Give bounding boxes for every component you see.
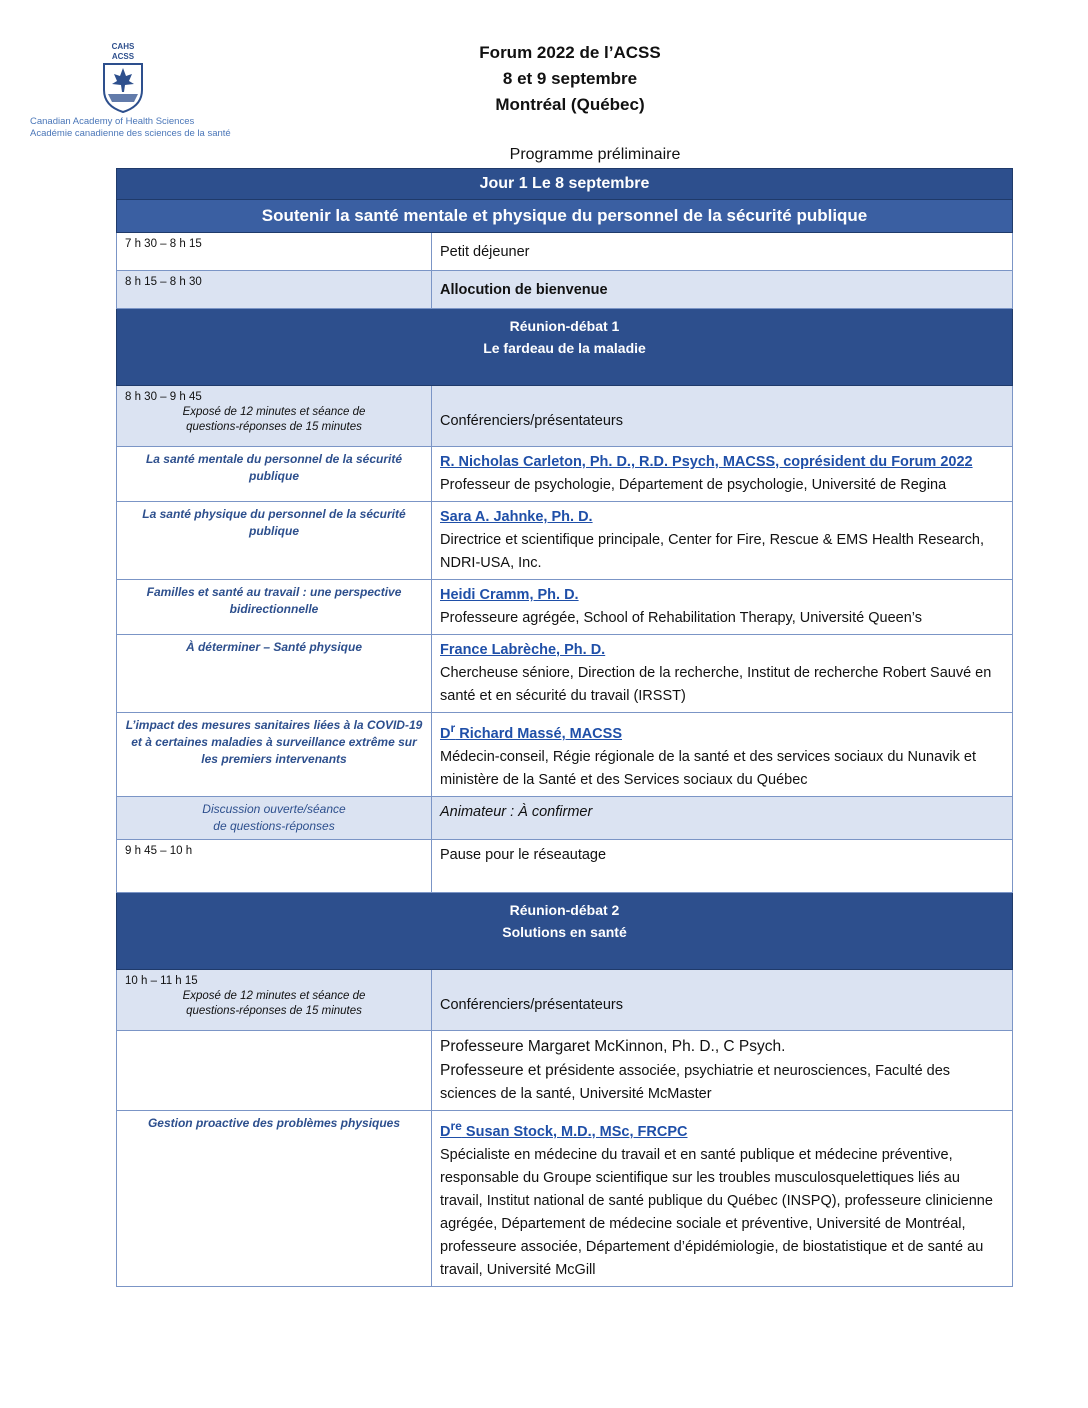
speaker-name: Susan Stock, M.D., MSc, FRCPC [461, 1123, 688, 1140]
talk-topic: Gestion proactive des problèmes physiques [117, 1110, 432, 1286]
talk-topic: L’impact des mesures sanitaires liées à la COVID-19 et à certaines maladies à surveillance extrême sur les premiers intervenants [117, 713, 432, 797]
logo-text-english: Canadian Academy of Health Sciences [30, 116, 195, 127]
speaker-affiliation: Professeure agrégée, School of Rehabilitation Therapy, Université Queen’s [440, 610, 923, 626]
document-header [400, 40, 740, 118]
speaker-affiliation: Spécialiste en médecine du travail et en santé publique et médecine préventive, responsable du Groupe scientifique sur les troubles musculosquelettiques liés au travail, Institut national de santé publique du Québec (INSPQ), professeure clinicienne agrégée, Département de médecine sociale et préventive, Université de Montréal, professeure associée, Département d’épidémiologie, de biostatistique et de santé au travail, Université McGill [440, 1146, 993, 1278]
theme-heading: Soutenir la santé mentale et physique du personnel de la sécurité publique [117, 200, 1013, 233]
speaker-link[interactable]: Heidi Cramm, Ph. D. [440, 587, 579, 603]
session1-time-cell [117, 386, 432, 447]
session2-time-cell [117, 969, 432, 1030]
talk-details [432, 1030, 1013, 1110]
talk-row [117, 447, 1013, 502]
logo-text-french: Académie canadienne des sciences de la santé [30, 128, 231, 139]
discussion-moderator: Animateur : À confirmer [432, 796, 1013, 839]
talk-row [117, 713, 1013, 797]
speaker-title-superscript: r [450, 721, 456, 735]
talk-row [117, 502, 1013, 580]
talk-details [432, 1110, 1013, 1286]
talk-row [117, 580, 1013, 635]
session1-note-line2: questions-réponses de 15 minutes [186, 421, 362, 433]
speaker-link[interactable] [440, 717, 1004, 746]
speaker-title-prefix: D [440, 725, 451, 742]
speaker-affiliation: Directrice et scientifique principale, Center for Fire, Rescue & EMS Health Research, NDRI-USA, Inc. [440, 532, 984, 571]
session1-note-line1: Exposé de 12 minutes et séance de [182, 406, 366, 418]
session2-title: Réunion-débat 2 [509, 901, 620, 918]
program-subtitle: Programme préliminaire [509, 146, 681, 163]
welcome-label: Allocution de bienvenue [432, 271, 1013, 309]
speaker-affiliation [440, 1059, 1004, 1106]
break-row [117, 839, 1013, 892]
speaker-link[interactable]: R. Nicholas Carleton, Ph. D., R.D. Psych, MACSS, coprésident du Forum 2022 [440, 454, 973, 470]
speaker-affiliation: Professeur de psychologie, Département de psychologie, Université de Regina [440, 477, 947, 493]
welcome-row [117, 271, 1013, 309]
session1-title: Réunion-débat 1 [509, 318, 620, 334]
speaker-affiliation: Médecin-conseil, Régie régionale de la santé et des services sociaux du Nunavik et ministère de la Santé et des Services sociaux du Québec [440, 748, 976, 788]
speaker-name: Richard Massé, MACSS [455, 725, 622, 742]
talk-details [432, 447, 1013, 502]
logo-monogram-top: CAHS [111, 42, 135, 51]
talk-details [432, 580, 1013, 635]
talk-details [432, 635, 1013, 713]
speaker-link[interactable]: Sara A. Jahnke, Ph. D. [440, 509, 593, 525]
speaker-affiliation: Chercheuse séniore, Direction de la recherche, Institut de recherche Robert Sauvé en santé et en sécurité du travail (IRSST) [440, 665, 992, 704]
theme-row [117, 200, 1013, 233]
break-time: 9 h 45 – 10 h [117, 839, 432, 892]
welcome-time: 8 h 15 – 8 h 30 [117, 271, 432, 309]
talk-row [117, 1110, 1013, 1286]
session1-time: 8 h 30 – 9 h 45 [125, 391, 202, 403]
talk-details [432, 502, 1013, 580]
talk-row [117, 635, 1013, 713]
speaker-link[interactable] [440, 1115, 1004, 1144]
session1-header-row [117, 386, 1013, 447]
session1-presenters-label: Conférenciers/présentateurs [432, 386, 1013, 447]
speaker-title-prefix: D [440, 1123, 451, 1140]
cahs-shield-logo [100, 40, 146, 114]
header-location: Montréal (Québec) [495, 95, 645, 114]
discussion-topic-line1: Discussion ouverte/séance [202, 801, 346, 816]
logo-monogram-bottom: ACSS [111, 52, 135, 61]
session1-row [117, 309, 1013, 386]
talk-details [432, 713, 1013, 797]
affiliation-lead: Professeure et prés [440, 1061, 576, 1079]
talk-topic [117, 1030, 432, 1110]
session2-time: 10 h – 11 h 15 [125, 974, 198, 987]
breakfast-time: 7 h 30 – 8 h 15 [117, 233, 432, 271]
session2-presenters-label: Conférenciers/présentateurs [432, 969, 1013, 1030]
header-title: Forum 2022 de l’ACSS [479, 43, 661, 62]
discussion-topic-line2: de questions-réponses [213, 818, 335, 833]
header-dates: 8 et 9 septembre [502, 69, 638, 88]
session1-subtitle: Le fardeau de la maladie [483, 340, 646, 356]
break-label: Pause pour le réseautage [432, 839, 1013, 892]
talk-row [117, 1030, 1013, 1110]
talk-topic: Familles et santé au travail : une perspective bidirectionnelle [117, 580, 432, 635]
breakfast-row [117, 233, 1013, 271]
session2-note-line2: questions-réponses de 15 minutes [186, 1004, 362, 1017]
speaker-link[interactable]: France Labrèche, Ph. D. [440, 642, 606, 658]
talk-topic: La santé physique du personnel de la sécurité publique [117, 502, 432, 580]
session2-note-line1: Exposé de 12 minutes et séance de [182, 989, 366, 1002]
talk-topic: À déterminer – Santé physique [117, 635, 432, 713]
speaker-name: Professeure Margaret McKinnon, Ph. D., C Psych. [440, 1037, 786, 1055]
session2-subtitle: Solutions en santé [502, 923, 627, 940]
talk-topic: La santé mentale du personnel de la sécurité publique [117, 447, 432, 502]
session2-heading [117, 892, 1013, 969]
session2-header-row [117, 969, 1013, 1030]
day-row [117, 169, 1013, 200]
discussion-row [117, 796, 1013, 839]
affiliation-rest: idente associée, psychiatrie et neurosciences, Faculté des sciences de la santé, Université McMaster [440, 1062, 951, 1102]
program-table [116, 168, 1013, 1287]
discussion-topic-cell [117, 796, 432, 839]
day-heading: Jour 1 Le 8 septembre [117, 169, 1013, 200]
session2-row [117, 892, 1013, 969]
speaker-title-superscript: re [450, 1118, 462, 1133]
session1-heading [117, 309, 1013, 386]
breakfast-label: Petit déjeuner [432, 233, 1013, 271]
